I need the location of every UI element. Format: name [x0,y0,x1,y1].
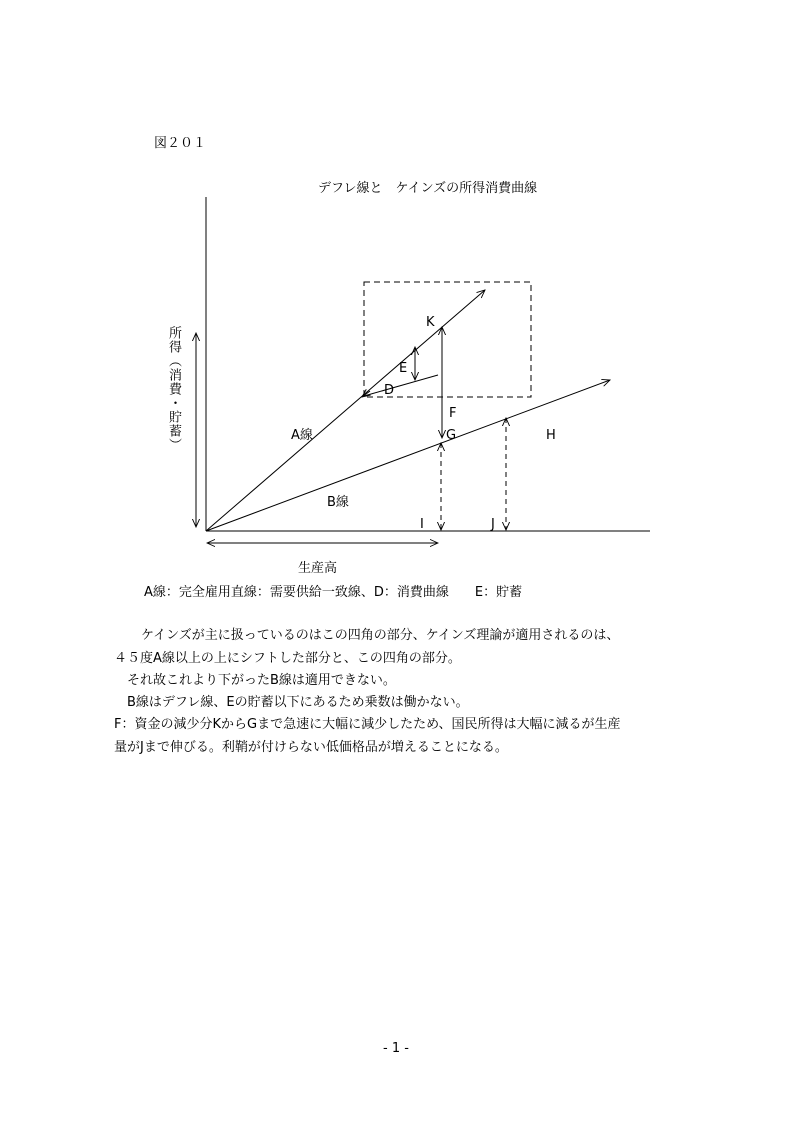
body-line: B線はデフレ線、Eの貯蓄以下にあるため乗数は働かない。 [114,695,469,710]
b-line [206,380,610,531]
page-number: - 1 - [383,1041,409,1056]
figure-label: 図２０１ [154,136,207,151]
x-axis-label: 生産高 [298,561,338,576]
body-line: ４５度A線以上の上にシフトした部分と、この四角の部分。 [114,651,461,666]
legend-text: A線：完全雇用直線：需要供給一致線、D：消費曲線 E：貯蓄 [144,585,523,600]
point-e-label: E [399,361,408,376]
point-i-label: I [420,517,424,532]
b-line-label: B線 [327,495,349,510]
y-axis-label: 所得（消費・貯蓄） [166,326,181,452]
body-line: それ故これより下がったB線は適用できない。 [114,673,396,688]
chart-title: デフレ線と ケインズの所得消費曲線 [318,181,538,196]
body-line: ケインズが主に扱っているのはこの四角の部分、ケインズ理論が適用されるのは、 [128,628,620,643]
a-line-label: A線 [291,428,313,443]
point-k-label: K [426,315,435,330]
keynes-region-box [364,282,531,397]
point-j-label: J [491,517,495,532]
point-f-label: F [449,406,457,421]
d-pointer-arrow [362,391,370,397]
body-line: F：資金の減少分KからGまで急速に大幅に減少したため、国民所得は大幅に減るが生産 [114,717,621,732]
point-d-label: D [384,383,395,398]
point-h-label: H [546,428,556,443]
body-line: 量がJまで伸びる。利鞘が付けらない低価格品が増えることになる。 [114,740,508,755]
point-g-label: G [446,428,457,443]
